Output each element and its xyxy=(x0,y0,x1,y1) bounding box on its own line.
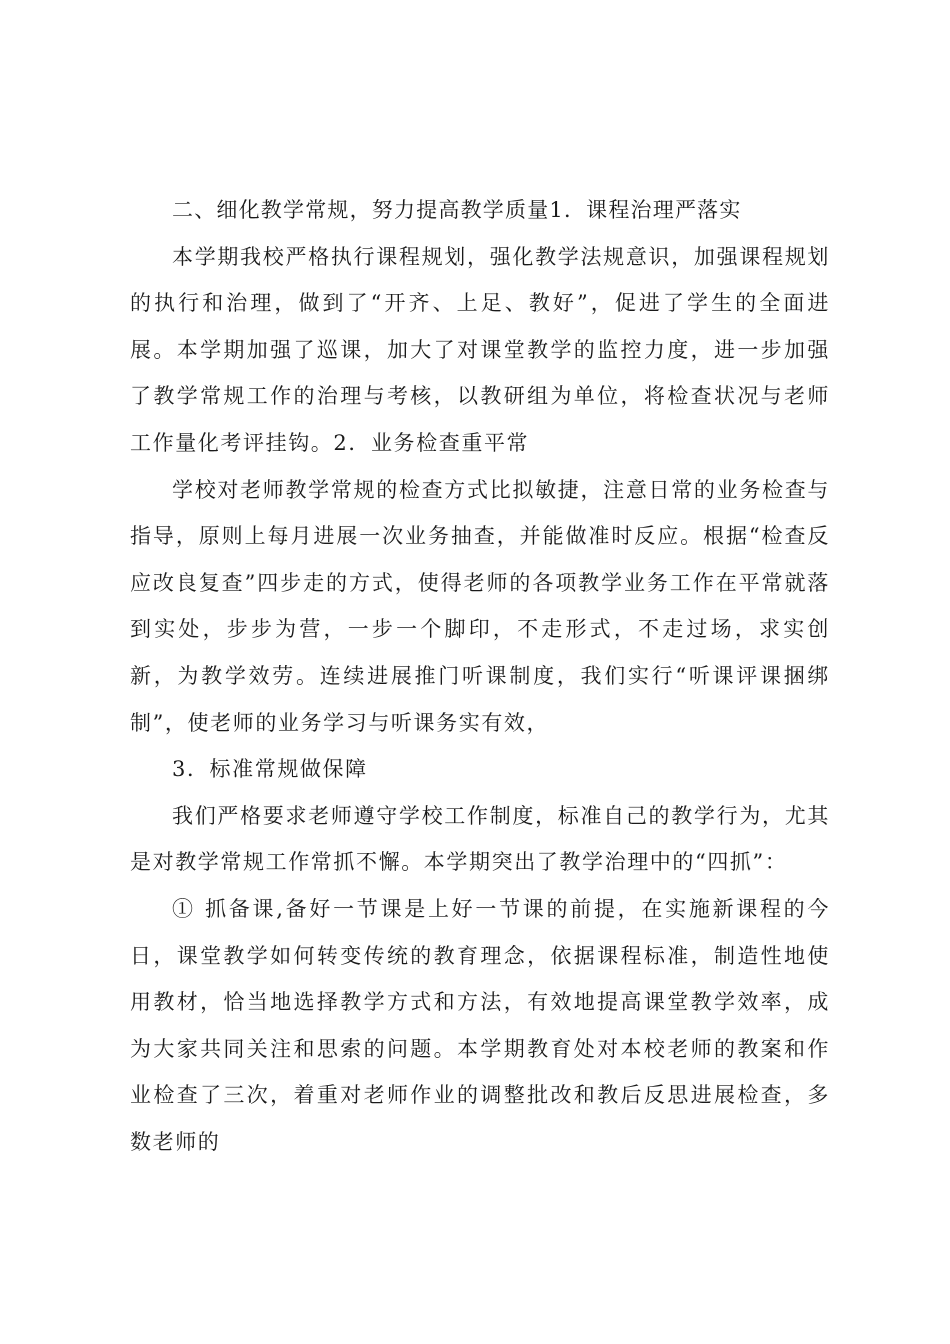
section-heading-paragraph: 二、细化教学常规，努力提高教学质量1．课程治理严落实 xyxy=(172,198,742,222)
body-paragraph: 学校对老师教学常规的检查方式比拟敏捷，注意日常的业务检查与指导，原则上每月进展一次业务抽查，并能做准时反应。根据“检查反应改良复查”四步走的方式，使得老师的各项教学业务工作在平常就落到实处，步步为营，一步一个脚印，不走形式，不走过场，求实创新，为教学效劳。连续进展推门听课制度，我们实行“听课评课捆绑制”，使老师的业务学习与听课务实有效， xyxy=(130,477,830,735)
body-paragraph: ① 抓备课,备好一节课是上好一节课的前提，在实施新课程的今日，课堂教学如何转变传统的教育理念，依据课程标准，制造性地使用教材，恰当地选择教学方式和方法，有效地提高课堂教学效率，成为大家共同关注和思索的问题。本学期教育处对本校老师的教案和作业检查了三次，着重对老师作业的调整批改和教后反思进展检查，多数老师的 xyxy=(130,896,830,1154)
body-paragraph: 我们严格要求老师遵守学校工作制度，标准自己的教学行为，尤其是对教学常规工作常抓不懈。本学期突出了教学治理中的“四抓”： xyxy=(130,803,830,875)
subheading-paragraph: 3．标准常规做保障 xyxy=(172,757,368,782)
document-page xyxy=(130,187,830,1165)
body-paragraph: 本学期我校严格执行课程规划，强化教学法规意识，加强课程规划的执行和治理，做到了“开齐、上足、教好”，促进了学生的全面进展。本学期加强了巡课，加大了对课堂教学的监控力度，进一步加强了教学常规工作的治理与考核，以教研组为单位，将检查状况与老师工作量化考评挂钩。2．业务检查重平常 xyxy=(130,244,830,455)
